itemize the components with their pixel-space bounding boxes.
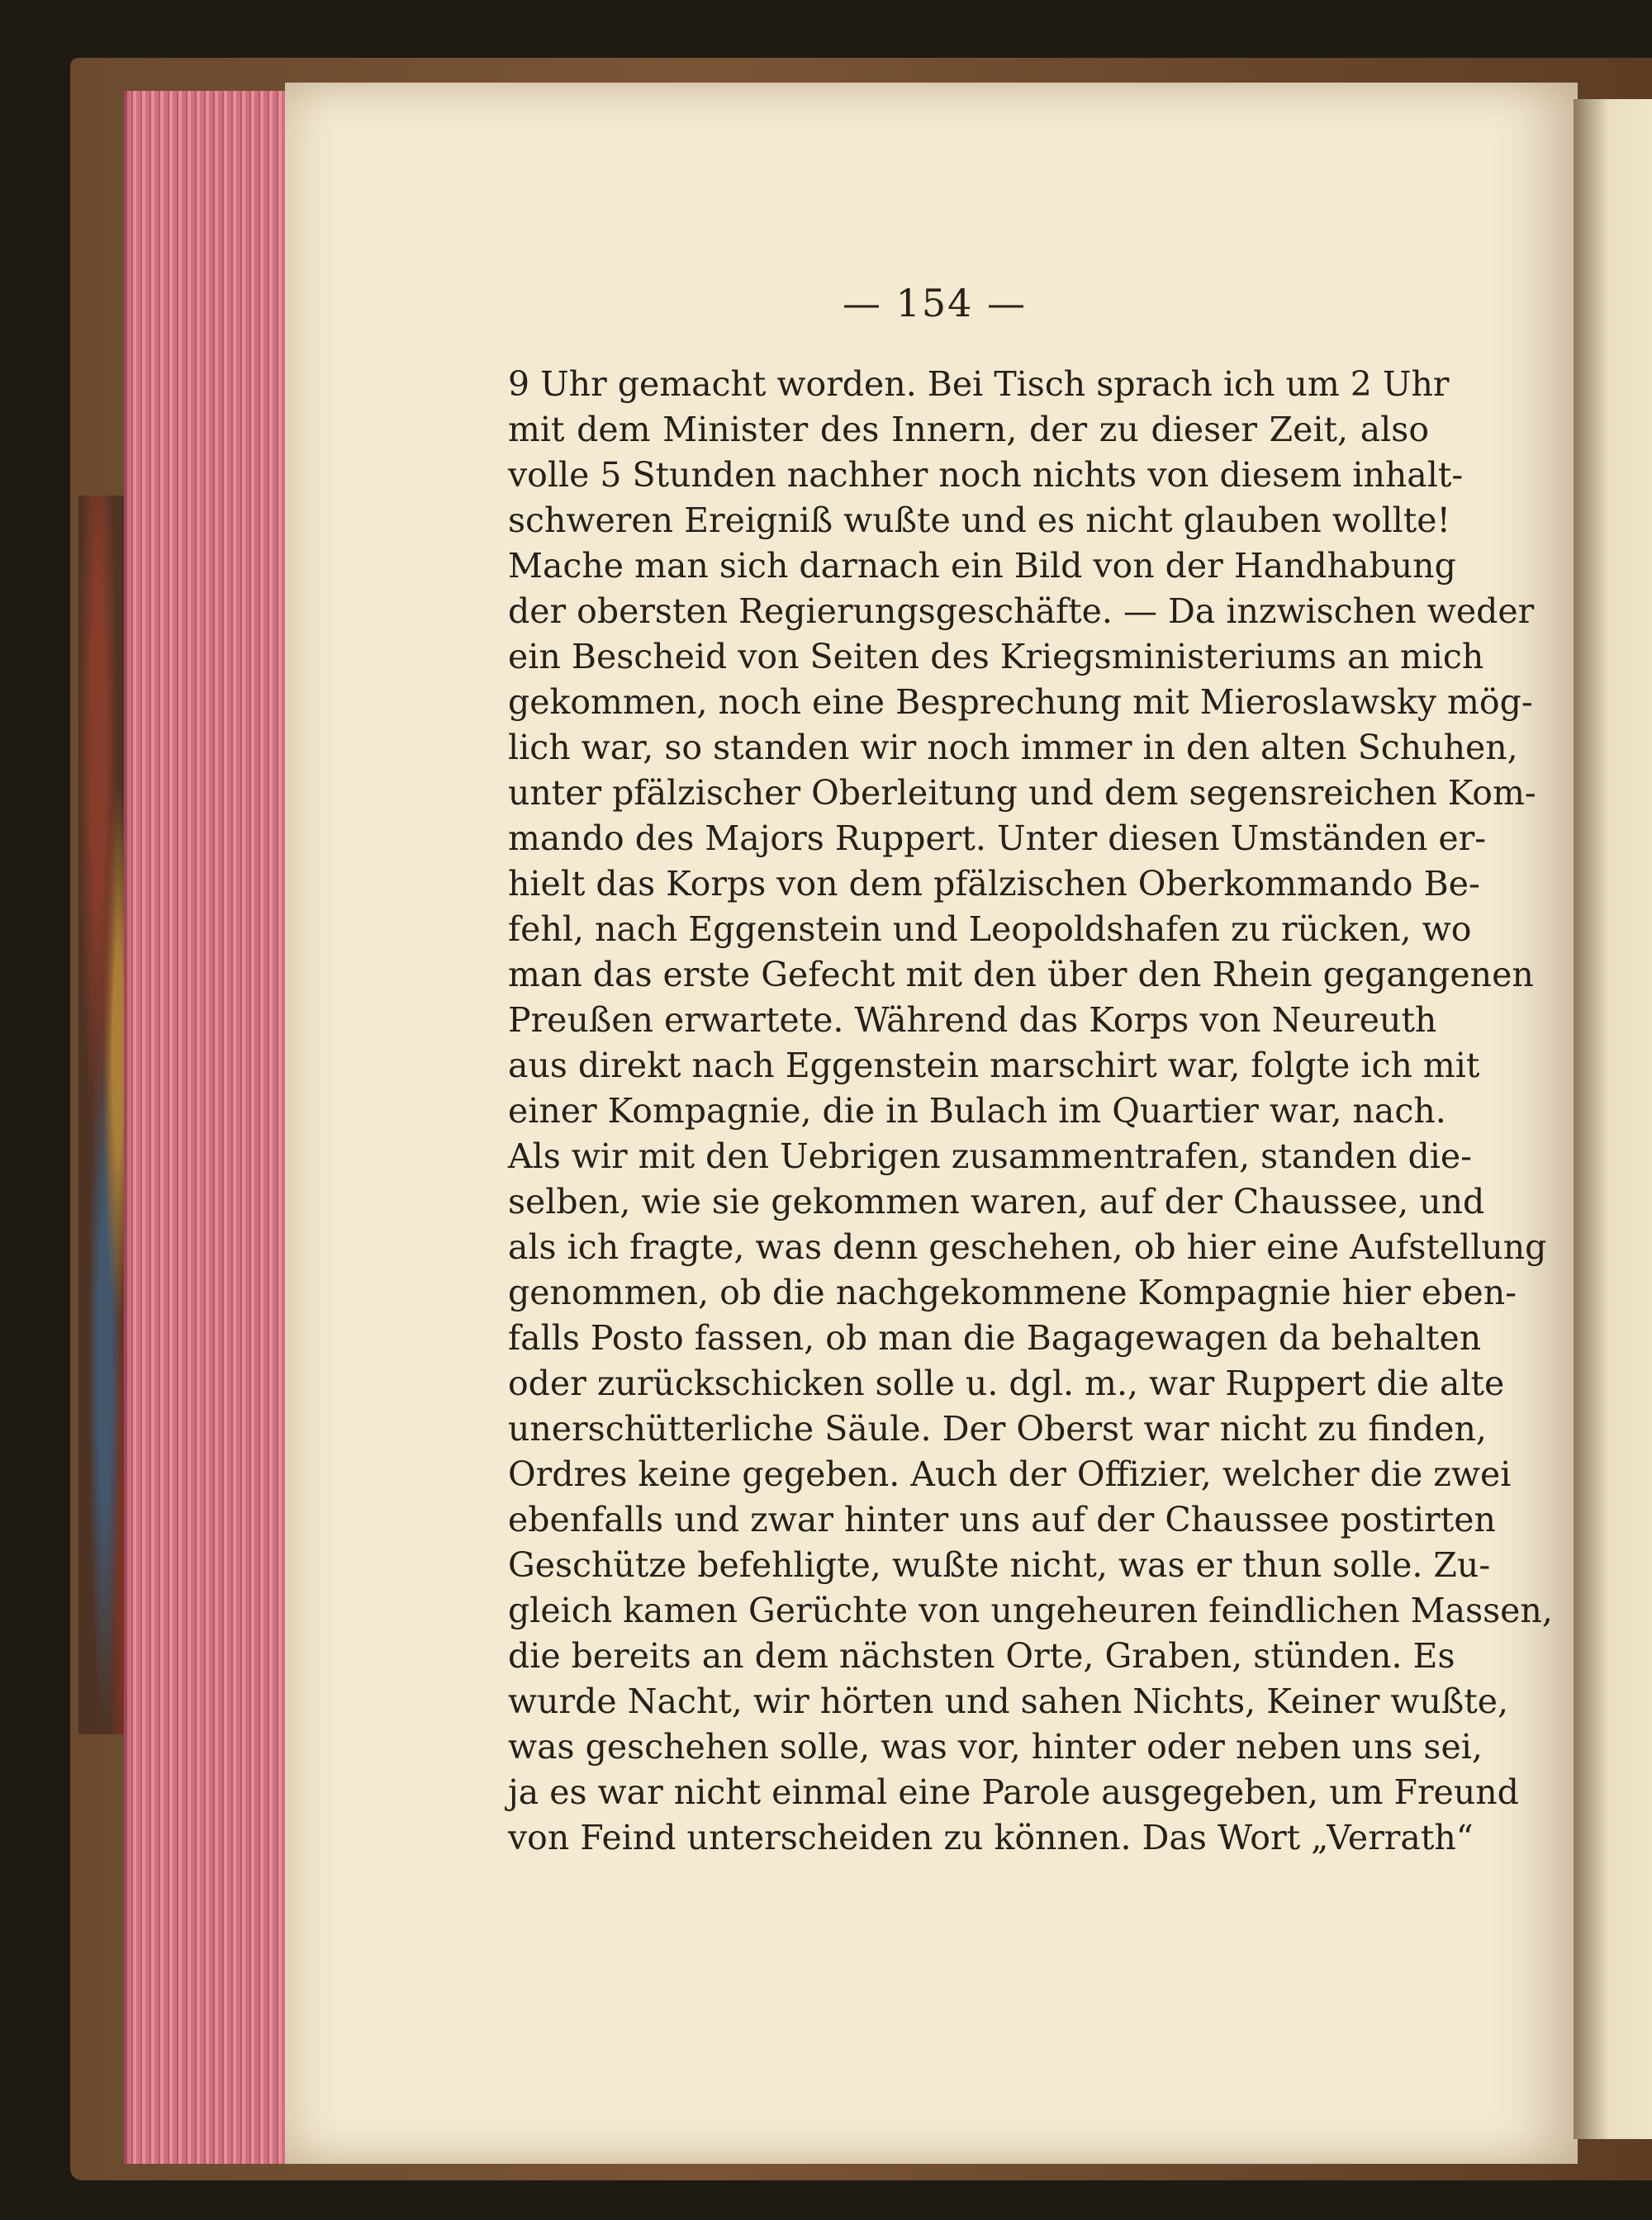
text-line: volle 5 Stunden nachher noch nichts von diesem inhalt- — [508, 455, 1464, 495]
text-line: mando des Majors Ruppert. Unter diesen Umständen er- — [508, 818, 1487, 858]
text-line: ja es war nicht einmal eine Parole ausgegeben, um Freund — [508, 1772, 1519, 1812]
page-number: — 154 — — [843, 281, 1028, 325]
text-line: ebenfalls und zwar hinter uns auf der Chaussee postirten — [508, 1500, 1496, 1539]
text-line: Mache man sich darnach ein Bild von der Handhabung — [508, 546, 1456, 586]
body-text — [508, 362, 1553, 1861]
text-line: man das erste Gefecht mit den über den Rhein gegangenen — [508, 955, 1534, 994]
text-line: falls Posto fassen, ob man die Bagagewagen da behalten — [508, 1318, 1482, 1358]
text-line: 9 Uhr gemacht worden. Bei Tisch sprach ich um 2 Uhr — [508, 364, 1450, 404]
text-line: hielt das Korps von dem pfälzischen Oberkommando Be- — [508, 864, 1480, 904]
text-line: unerschütterliche Säule. Der Oberst war nicht zu finden, — [508, 1409, 1487, 1449]
text-line: gekommen, noch eine Besprechung mit Mieroslawsky mög- — [508, 682, 1533, 722]
text-line: was geschehen solle, was vor, hinter oder neben uns sei, — [508, 1727, 1483, 1767]
text-line: unter pfälzischer Oberleitung und dem segensreichen Kom- — [508, 773, 1536, 813]
text-line: gleich kamen Gerüchte von ungeheuren feindlichen Massen, — [508, 1591, 1553, 1630]
text-line: Geschütze befehligte, wußte nicht, was er thun solle. Zu- — [508, 1545, 1491, 1585]
page-edges — [124, 91, 292, 2164]
text-line: als ich fragte, was denn geschehen, ob hier eine Aufstellung — [508, 1227, 1547, 1267]
text-line: lich war, so standen wir noch immer in den alten Schuhen, — [508, 728, 1518, 767]
text-line: ein Bescheid von Seiten des Kriegsministeriums an mich — [508, 637, 1484, 676]
text-line: Als wir mit den Uebrigen zusammentrafen, standen die- — [508, 1136, 1472, 1176]
text-line: wurde Nacht, wir hörten und sahen Nichts, Keiner wußte, — [508, 1682, 1509, 1721]
text-line: von Feind unterscheiden zu können. Das Wort „Verrath“ — [508, 1818, 1474, 1857]
text-line: Preußen erwartete. Während das Korps von Neureuth — [508, 1000, 1437, 1040]
text-line: Ordres keine gegeben. Auch der Offizier, welcher die zwei — [508, 1454, 1512, 1494]
facing-page-edge — [1574, 99, 1652, 2139]
text-line: selben, wie sie gekommen waren, auf der Chaussee, und — [508, 1182, 1485, 1221]
text-line: fehl, nach Eggenstein und Leopoldshafen zu rücken, wo — [508, 909, 1472, 949]
text-line: mit dem Minister des Innern, der zu dieser Zeit, also — [508, 410, 1429, 449]
text-line: genommen, ob die nachgekommene Kompagnie hier eben- — [508, 1273, 1517, 1312]
text-line: schweren Ereigniß wußte und es nicht glauben wollte! — [508, 500, 1451, 540]
text-line: oder zurückschicken solle u. dgl. m., war Ruppert die alte — [508, 1364, 1505, 1403]
text-line: der obersten Regierungsgeschäfte. — Da inzwischen weder — [508, 591, 1535, 631]
text-line: die bereits an dem nächsten Orte, Graben, stünden. Es — [508, 1636, 1455, 1676]
text-line: einer Kompagnie, die in Bulach im Quartier war, nach. — [508, 1091, 1446, 1131]
text-line: aus direkt nach Eggenstein marschirt war, folgte ich mit — [508, 1046, 1480, 1085]
